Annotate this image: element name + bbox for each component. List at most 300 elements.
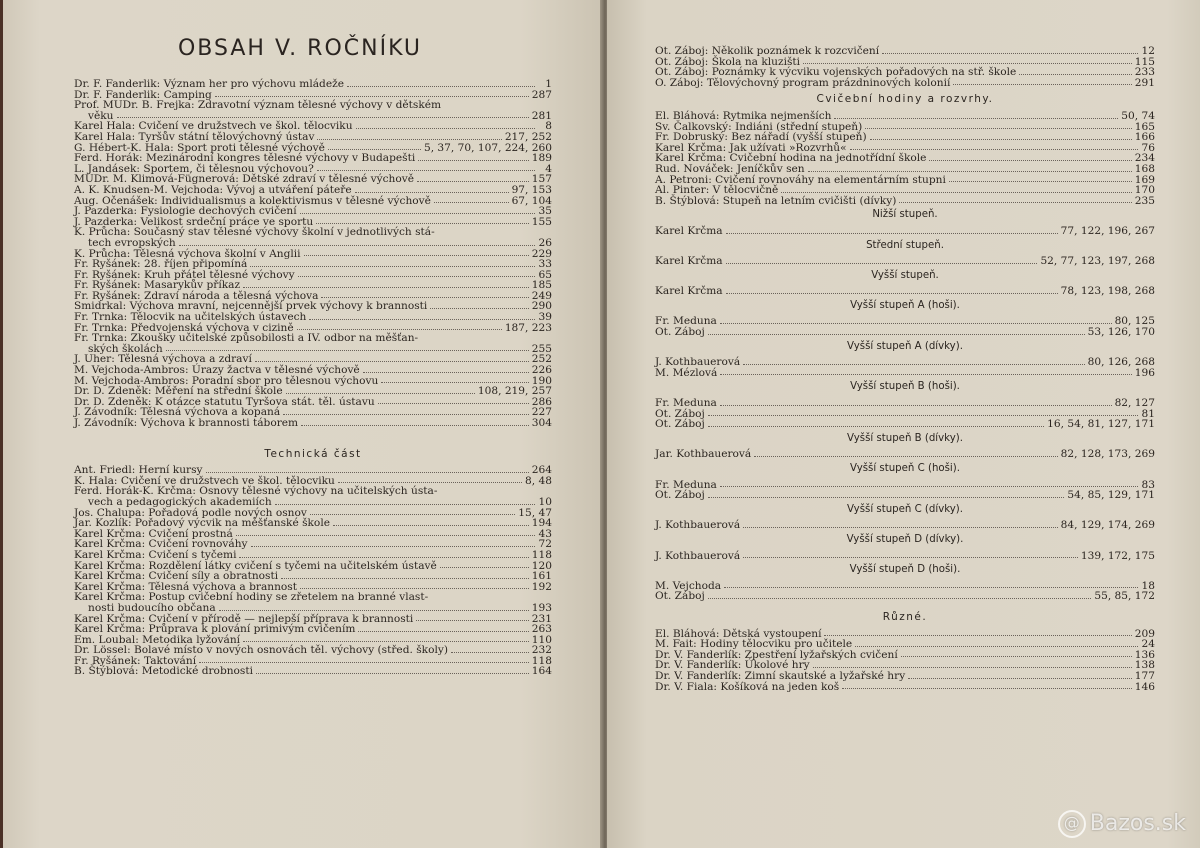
toc-entry-pages: 8 <box>545 120 552 133</box>
toc-entry-pages: 5, 37, 70, 107, 224, 260 <box>423 141 552 154</box>
dot-leader <box>256 673 529 674</box>
dot-leader <box>250 266 535 267</box>
toc-entry-pages: 55, 85, 172 <box>1094 590 1155 603</box>
toc-entry-pages: 286 <box>531 395 552 408</box>
dot-leader <box>808 171 1132 172</box>
toc-entry-pages: 169 <box>1134 173 1155 186</box>
dot-leader <box>199 662 529 663</box>
toc-entry-title: Jar. Kothbauerová <box>655 448 752 461</box>
dot-leader <box>949 181 1132 182</box>
toc-entry-continuation: nosti budoucího občana <box>88 601 216 614</box>
dot-leader <box>215 96 529 97</box>
toc-entry <box>655 398 1155 409</box>
toc-entry-pages: 39 <box>538 311 552 324</box>
toc-entry-pages: 168 <box>1134 162 1155 175</box>
dot-leader <box>726 293 1058 294</box>
toc-entry-title: Ferd. Horák-K. Krčma: Osnovy tělesné výchovy na učitelských ústa- <box>74 485 438 498</box>
toc-entry-title: Karel Krčma <box>655 224 723 237</box>
dot-leader <box>850 149 1138 150</box>
dot-leader <box>726 263 1038 264</box>
toc-entry-pages: 138 <box>1134 659 1155 672</box>
dot-leader <box>255 361 529 362</box>
toc-entry <box>655 671 1155 682</box>
subsection-heading: Vyšší stupeň. <box>871 269 939 281</box>
dot-leader <box>882 53 1138 54</box>
toc-entry-pages: 52, 77, 123, 197, 268 <box>1040 255 1155 268</box>
toc-entry-pages: 304 <box>531 417 552 429</box>
dot-leader <box>708 426 1044 427</box>
toc-entry <box>74 185 552 196</box>
dot-leader <box>430 308 528 309</box>
watermark-text: Bazos.sk <box>1089 811 1186 836</box>
toc-entry-title: Fr. Meduna <box>655 478 717 491</box>
toc-entry-title: Jos. Chalupa: Pořadová podle nových osnov <box>74 506 307 519</box>
dot-leader <box>328 149 421 150</box>
book-edge <box>0 0 3 848</box>
toc-entry-pages: 81 <box>1141 407 1155 420</box>
dot-leader <box>708 415 1138 416</box>
toc-entry-title: Smidrkal: Výchova mravní, nejcennější prvek výchovy k brannosti <box>74 300 428 313</box>
dot-leader <box>316 223 529 224</box>
toc-entry-title: B. Štýblová: Metodické drobnosti <box>74 665 254 678</box>
dot-leader <box>720 405 1112 406</box>
dot-leader <box>378 403 529 404</box>
dot-leader <box>434 202 509 203</box>
dot-leader <box>417 181 529 182</box>
toc-entry-pages: 193 <box>531 601 552 614</box>
toc-entry-title: Dr. V. Fiala: Košíková na jeden koš <box>655 680 840 693</box>
toc-entry-title: Fr. Trnka: Předvojenská výchova v cizině <box>74 321 294 334</box>
toc-entry-pages: 35 <box>538 205 552 218</box>
dot-leader <box>333 525 529 526</box>
toc-entry-pages: 83 <box>1141 478 1155 491</box>
toc-entry-pages: 189 <box>531 152 552 165</box>
dot-leader <box>300 213 535 214</box>
toc-entry-pages: 155 <box>531 215 552 228</box>
subsection-heading: Vyšší stupeň A (hoši). <box>850 299 960 311</box>
toc-entry-pages: 24 <box>1141 638 1155 651</box>
toc-entry <box>655 368 1155 379</box>
toc-entry-pages: 170 <box>1134 184 1155 197</box>
toc-entry-title: Ot. Záboj: Poznámky k výcviku vojenských pořadových na stř. škole <box>655 66 1017 79</box>
dot-leader <box>338 482 522 483</box>
subsection-heading: Střední stupeň. <box>866 239 944 251</box>
toc-entry-pages: 84, 129, 174, 269 <box>1060 519 1155 532</box>
toc-entry-title: M. Vejchoda <box>655 579 722 592</box>
toc-entry-pages: 287 <box>531 88 552 101</box>
toc-entry-wrap <box>74 486 552 507</box>
dot-leader <box>309 319 535 320</box>
toc-entry-title: M. Mézlová <box>655 366 718 379</box>
section-heading: Různé. <box>882 610 928 623</box>
toc-entry-pages: 77, 122, 196, 267 <box>1060 224 1155 237</box>
dot-leader <box>381 382 528 383</box>
toc-entry <box>74 418 552 429</box>
toc-entry-title: A. K. Knudsen-M. Vejchoda: Vývoj a utváření páteře <box>74 183 352 196</box>
toc-entry-pages: 249 <box>531 289 552 302</box>
toc-entry-title: Dr. D. Zdeněk: K otázce statutu Tyršova stát. těl. ústavu <box>74 395 375 408</box>
toc-entry-pages: 281 <box>531 109 552 122</box>
toc-entry <box>655 164 1155 175</box>
dot-leader <box>300 588 529 589</box>
toc-entry-title: Karel Krčma: Cvičební hodina na jednotřídní škole <box>655 152 927 165</box>
toc-entry-title: Dr. F. Fanderlik: Význam her pro výchovu mládeže <box>74 78 344 90</box>
toc-entry-pages: 26 <box>538 236 552 249</box>
toc-entry <box>655 419 1155 430</box>
toc-entry-title: Karel Krčma <box>655 285 723 298</box>
dot-leader <box>870 139 1132 140</box>
dot-leader <box>708 598 1092 599</box>
toc-entry-pages: 80, 125 <box>1114 315 1155 328</box>
toc-entry-title: Ot. Záboj <box>655 326 705 339</box>
toc-entry-title: Ot. Záboj <box>655 489 705 502</box>
dot-leader <box>899 202 1131 203</box>
toc-entry-pages: 120 <box>531 559 552 572</box>
toc-entry-pages: 15, 47 <box>518 506 552 519</box>
toc-entry-cont-row <box>74 497 552 508</box>
toc-entry-cont-row <box>74 603 552 614</box>
dot-leader <box>754 456 1057 457</box>
toc-entry-title: K. Průcha: Současný stav tělesné výchovy školní v jednotlivých stá- <box>74 226 435 239</box>
toc-entry-title: Sv. Čalkovský: Indiáni (střední stupeň) <box>655 120 863 133</box>
dot-leader <box>251 546 535 547</box>
toc-entry-pages: 157 <box>531 173 552 186</box>
toc-entry-pages: 235 <box>1134 194 1155 207</box>
toc-entry-pages: 217, 252 <box>504 130 552 143</box>
toc-entry-title: Ferd. Horák: Mezinárodní kongres tělesné výchovy v Budapešti <box>74 152 416 165</box>
toc-entry-pages: 8, 48 <box>525 474 552 487</box>
toc-entry-title: Karel Krčma: Rozdělení látky cvičení s tyčemi na učitelském ústavě <box>74 559 437 572</box>
toc-entry-pages: 231 <box>531 612 552 625</box>
toc-entry <box>655 78 1155 89</box>
toc-entry-title: B. Štýblová: Stupeň na letním cvičišti (dívky) <box>655 194 897 207</box>
toc-entry <box>74 666 552 677</box>
toc-entry-title: J. Kothbauerová <box>655 356 741 369</box>
toc-entry-title: MUDr. M. Klimová-Fügnerová: Dětské zdraví v tělesné výchově <box>74 173 414 186</box>
toc-entry-title: Ot. Záboj <box>655 407 705 420</box>
toc-entry-pages: 263 <box>531 623 552 636</box>
toc-entry-cont-row <box>74 238 552 249</box>
dot-leader <box>236 535 535 536</box>
toc-entry <box>74 476 552 487</box>
toc-entry <box>655 286 1155 297</box>
toc-entry-pages: 255 <box>531 342 552 355</box>
toc-entry <box>655 327 1155 338</box>
toc-entry-continuation: ských školách <box>88 342 163 355</box>
dot-leader <box>243 287 529 288</box>
toc-entry <box>655 490 1155 501</box>
toc-entry-pages: 118 <box>531 548 552 561</box>
toc-entry-title: El. Bláhová: Rytmika nejmenších <box>655 109 832 122</box>
toc-entry <box>655 581 1155 592</box>
toc-entry-title: Aug. Očenášek: Individualismus a kolektivismus v tělesné výchově <box>74 194 431 207</box>
toc-entry-title: J. Kothbauerová <box>655 549 741 562</box>
toc-entry-pages: 139, 172, 175 <box>1080 549 1155 562</box>
toc-entry-title: Fr. Trnka: Tělocvik na učitelských ústavech <box>74 311 307 324</box>
section-heading: Technická část <box>264 447 362 460</box>
toc-entry-title: Fr. Trnka: Zkoušky učitelské způsobilosti a IV. odbor na měšťan- <box>74 332 419 345</box>
dot-leader <box>239 557 528 558</box>
dot-leader <box>720 374 1131 375</box>
toc-entry-title: M. Vejchoda-Ambros: Poradní sbor pro tělesnou výchovu <box>74 374 379 387</box>
toc-entry-pages: 76 <box>1141 141 1155 154</box>
toc-entry-pages: 234 <box>1134 152 1155 165</box>
toc-entry <box>74 217 552 228</box>
toc-entry <box>655 226 1155 237</box>
toc-entry-pages: 196 <box>1134 366 1155 379</box>
toc-entry-title: J. Kothbauerová <box>655 519 741 532</box>
toc-entry-pages: 12 <box>1141 45 1155 57</box>
dot-leader <box>803 63 1132 64</box>
toc-entry-pages: 209 <box>1134 627 1155 640</box>
dot-leader <box>855 646 1138 647</box>
toc-entry <box>74 582 552 593</box>
toc-entry-title: Fr. Ryšánek: Masarykův příkaz <box>74 279 241 292</box>
dot-leader <box>813 667 1132 668</box>
dot-leader <box>720 486 1138 487</box>
at-sign-icon: @ <box>1058 810 1086 838</box>
dot-leader <box>834 118 1118 119</box>
toc-entry-title: Fr. Dobruský: Bez nářadí (vyšší stupeň) <box>655 131 867 144</box>
toc-entry-pages: 187, 223 <box>504 321 552 334</box>
dot-leader <box>179 245 535 246</box>
toc-entry-title: Karel Krčma: Jak užívati »Rozvrhů« <box>655 141 847 154</box>
toc-entry-pages: 16, 54, 81, 127, 171 <box>1047 418 1155 431</box>
toc-entry <box>655 551 1155 562</box>
dot-leader <box>219 610 529 611</box>
dot-leader <box>708 497 1065 498</box>
toc-entry-wrap <box>74 592 552 613</box>
toc-entry-title: Karel Krčma: Cvičení síly a obratnosti <box>74 570 279 583</box>
toc-entry-title: L. Jandásek: Sportem, či tělesnou výchovou? <box>74 162 314 175</box>
toc-entry-pages: 1 <box>545 78 552 90</box>
toc-entry-pages: 229 <box>531 247 552 260</box>
dot-leader <box>363 372 529 373</box>
toc-entry-pages: 80, 126, 268 <box>1087 356 1155 369</box>
toc-entry-title: Karel Krčma: Cvičení v přírodě — nejlepší příprava k brannosti <box>74 612 414 625</box>
dot-leader <box>243 641 529 642</box>
toc-entry-pages: 194 <box>531 517 552 530</box>
toc-entry-pages: 252 <box>531 353 552 366</box>
dot-leader <box>321 297 528 298</box>
toc-entry-pages: 166 <box>1134 131 1155 144</box>
toc-entry-title: A. Petroni: Cvičení rovnováhy na elementárním stupni <box>655 173 946 186</box>
toc-entry <box>74 550 552 561</box>
toc-entry-pages: 18 <box>1141 579 1155 592</box>
dot-leader <box>281 578 529 579</box>
toc-entry-title: Karel Krčma <box>655 255 723 268</box>
toc-entry-pages: 82, 128, 173, 269 <box>1060 448 1155 461</box>
toc-entry-title: Em. Loubal: Metodika lyžování <box>74 633 241 646</box>
toc-entry <box>74 79 552 90</box>
subsection-heading: Vyšší stupeň A (dívky). <box>847 340 963 352</box>
subsection-heading: Nižší stupeň. <box>872 209 938 221</box>
toc-entry <box>655 46 1155 57</box>
toc-entry-title: O. Záboj: Tělovýchovný program prázdninových kolonií <box>655 76 951 89</box>
toc-entry-pages: 10 <box>538 495 552 508</box>
toc-entry-title: Karel Krčma: Cvičení prostná <box>74 527 233 540</box>
toc-entry-wrap <box>74 333 552 354</box>
subsection-heading: Vyšší stupeň B (dívky). <box>847 432 963 444</box>
toc-entry <box>655 357 1155 368</box>
toc-entry-title: Rud. Nováček: Jeníčkův sen <box>655 162 805 175</box>
toc-entry-title: El. Bláhová: Dětská vystoupení <box>655 627 822 640</box>
toc-entry <box>655 449 1155 460</box>
toc-entry-title: Dr. V. Fanderlík: Úkolové hry <box>655 659 810 672</box>
toc-entry-pages: 232 <box>531 644 552 657</box>
dot-leader <box>166 350 529 351</box>
toc-entry-title: Fr. Meduna <box>655 397 717 410</box>
dot-leader <box>781 192 1131 193</box>
toc-entry <box>655 591 1155 602</box>
dot-leader <box>743 527 1057 528</box>
dot-leader <box>953 84 1131 85</box>
toc-entry-pages: 54, 85, 129, 171 <box>1067 489 1155 502</box>
toc-entry-title: J. Pazderka: Fysiologie dechových cvičení <box>74 205 297 218</box>
toc-entry-title: M. Fait: Hodiny tělocviku pro učitele <box>655 638 853 651</box>
toc-entry-title: M. Vejchoda-Ambros: Úrazy žactva v tělesné výchově <box>74 364 360 377</box>
toc-entry-pages: 78, 123, 198, 268 <box>1060 285 1155 298</box>
dot-leader <box>824 635 1131 636</box>
toc-entry-title: Prof. MUDr. B. Frejka: Zdravotní význam tělesné výchovy v dětském <box>74 99 442 112</box>
toc-entry-title: Ot. Záboj <box>655 590 705 603</box>
toc-entry-title: K. Průcha: Tělesná výchova školní v Anglii <box>74 247 301 260</box>
toc-entry-title: Karel Krčma: Průprava k plování primivým cvičením <box>74 623 356 636</box>
toc-entry-pages: 65 <box>538 268 552 281</box>
toc-entry <box>655 316 1155 327</box>
dot-leader <box>451 652 529 653</box>
toc-entry-pages: 226 <box>531 364 552 377</box>
dot-leader <box>301 425 529 426</box>
toc-entry-title: Fr. Ryšánek: Kruh přátel tělesné výchovy <box>74 268 295 281</box>
toc-entry-pages: 136 <box>1134 648 1155 661</box>
toc-entry-title: Karel Hala: Tyršův státní tělovýchovný ústav <box>74 130 315 143</box>
toc-entry-title: Jar. Kozlík: Pořadový výcvik na měšťanské škole <box>74 517 330 530</box>
toc-entry-title: Dr. D. Zdeněk: Měření na střední škole <box>74 385 283 398</box>
dot-leader <box>275 504 535 505</box>
toc-entry-title: Karel Krčma: Tělesná výchova a brannost <box>74 580 297 593</box>
toc-entry-pages: 33 <box>538 258 552 271</box>
toc-entry-title: Fr. Ryšánek: Taktování <box>74 654 197 667</box>
toc-entry-title: Ot. Záboj: Škola na kluzišti <box>655 55 801 68</box>
dot-leader <box>708 334 1085 335</box>
toc-entry-pages: 43 <box>538 527 552 540</box>
toc-entry-pages: 67, 104 <box>511 194 552 207</box>
toc-entry <box>655 520 1155 531</box>
toc-entry-pages: 118 <box>531 654 552 667</box>
toc-entry-pages: 233 <box>1134 66 1155 79</box>
section-heading: Cvičební hodiny a rozvrhy. <box>816 93 994 106</box>
toc-entry-pages: 108, 219, 257 <box>477 385 552 398</box>
toc-entry <box>655 196 1155 207</box>
toc-entry-title: Karel Krčma: Cvičení s tyčemi <box>74 548 237 561</box>
toc-entry-pages: 97, 153 <box>511 183 552 196</box>
toc-entry-continuation: věku <box>88 109 114 122</box>
dot-leader <box>117 117 529 118</box>
subsection-heading: Vyšší stupeň C (hoši). <box>850 463 960 474</box>
toc-entry-pages: 192 <box>531 580 552 593</box>
page-title: OBSAH V. ROČNÍKU <box>177 36 423 61</box>
dot-leader <box>724 587 1138 588</box>
watermark <box>1058 810 1186 838</box>
toc-entry <box>74 132 552 143</box>
dot-leader <box>416 620 528 621</box>
toc-entry-wrap <box>74 227 552 248</box>
right-page <box>607 0 1200 848</box>
toc-entry-title: Fr. Ryšánek: 28. říjen připomíná <box>74 258 248 271</box>
toc-entry-title: Dr. Lössel: Bolavé místo v nových osnovách těl. výchovy (střed. školy) <box>74 644 448 657</box>
toc-entry-title: J. Uher: Tělesná výchova a zdraví <box>74 353 252 366</box>
dot-leader <box>1019 74 1132 75</box>
toc-entry-pages: 264 <box>531 464 552 477</box>
subsection-heading: Vyšší stupeň D (dívky). <box>846 533 964 545</box>
toc-entry-wrap <box>74 100 552 121</box>
toc-entry-pages: 291 <box>1134 76 1155 89</box>
toc-entry-title: J. Závodník: Tělesná výchova a kopaná <box>74 406 281 419</box>
toc-entry-title: Fr. Meduna <box>655 315 717 328</box>
toc-entry-title: Ot. Záboj <box>655 418 705 431</box>
toc-entry-title: Dr. F. Fanderlik: Camping <box>74 88 212 101</box>
toc-entry-pages: 53, 126, 170 <box>1087 326 1155 339</box>
dot-leader <box>297 329 502 330</box>
dot-leader <box>317 139 501 140</box>
toc-entry-title: J. Pazderka: Velikost srdeční práce ve sportu <box>74 215 314 228</box>
dot-leader <box>286 393 475 394</box>
toc-entry-pages: 4 <box>545 162 552 175</box>
dot-leader <box>317 170 535 171</box>
dot-leader <box>283 414 529 415</box>
dot-leader <box>355 192 509 193</box>
subsection-heading: Vyšší stupeň B (hoši). <box>850 381 960 393</box>
toc-entry-title: Fr. Ryšánek: Zdraví národa a tělesná výchova <box>74 289 319 302</box>
subsection-heading: Vyšší stupeň C (dívky). <box>846 503 964 515</box>
dot-leader <box>347 86 535 87</box>
toc-entry-continuation: tech evropských <box>88 236 176 249</box>
dot-leader <box>440 567 529 568</box>
dot-leader <box>929 160 1131 161</box>
dot-leader <box>206 472 529 473</box>
toc-entry-pages: 146 <box>1134 680 1155 693</box>
dot-leader <box>358 631 528 632</box>
subsection-heading: Vyšší stupeň D (hoši). <box>849 564 961 576</box>
toc-entry <box>74 323 552 334</box>
right-toc-column <box>655 46 1155 692</box>
toc-entry-pages: 290 <box>531 300 552 313</box>
toc-entry-pages: 72 <box>538 538 552 551</box>
left-toc-column <box>74 79 552 677</box>
toc-entry-pages: 177 <box>1134 669 1155 682</box>
toc-entry-pages: 165 <box>1134 120 1155 133</box>
toc-entry-title: Karel Krčma: Cvičení rovnováhy <box>74 538 248 551</box>
toc-entry-title: Karel Krčma: Postup cvičební hodiny se zřetelem na branné vlast- <box>74 591 429 604</box>
dot-leader <box>298 276 535 277</box>
toc-entry-pages: 190 <box>531 374 552 387</box>
toc-entry-title: Ant. Friedl: Herní kursy <box>74 464 203 477</box>
dot-leader <box>304 255 529 256</box>
dot-leader <box>743 557 1078 558</box>
dot-leader <box>726 233 1058 234</box>
toc-entry <box>655 682 1155 693</box>
toc-entry-title: Al. Pinter: V tělocvičně <box>655 184 779 197</box>
toc-entry-title: K. Hala: Cvičení ve družstvech ve škol. tělocviku <box>74 474 335 487</box>
dot-leader <box>743 364 1084 365</box>
dot-leader <box>901 656 1132 657</box>
toc-entry <box>74 90 552 101</box>
toc-entry <box>655 256 1155 267</box>
toc-entry-pages: 161 <box>531 570 552 583</box>
toc-entry-pages: 50, 74 <box>1121 109 1155 122</box>
toc-entry-title: Ot. Záboj: Několik poznámek k rozcvičení <box>655 45 880 57</box>
